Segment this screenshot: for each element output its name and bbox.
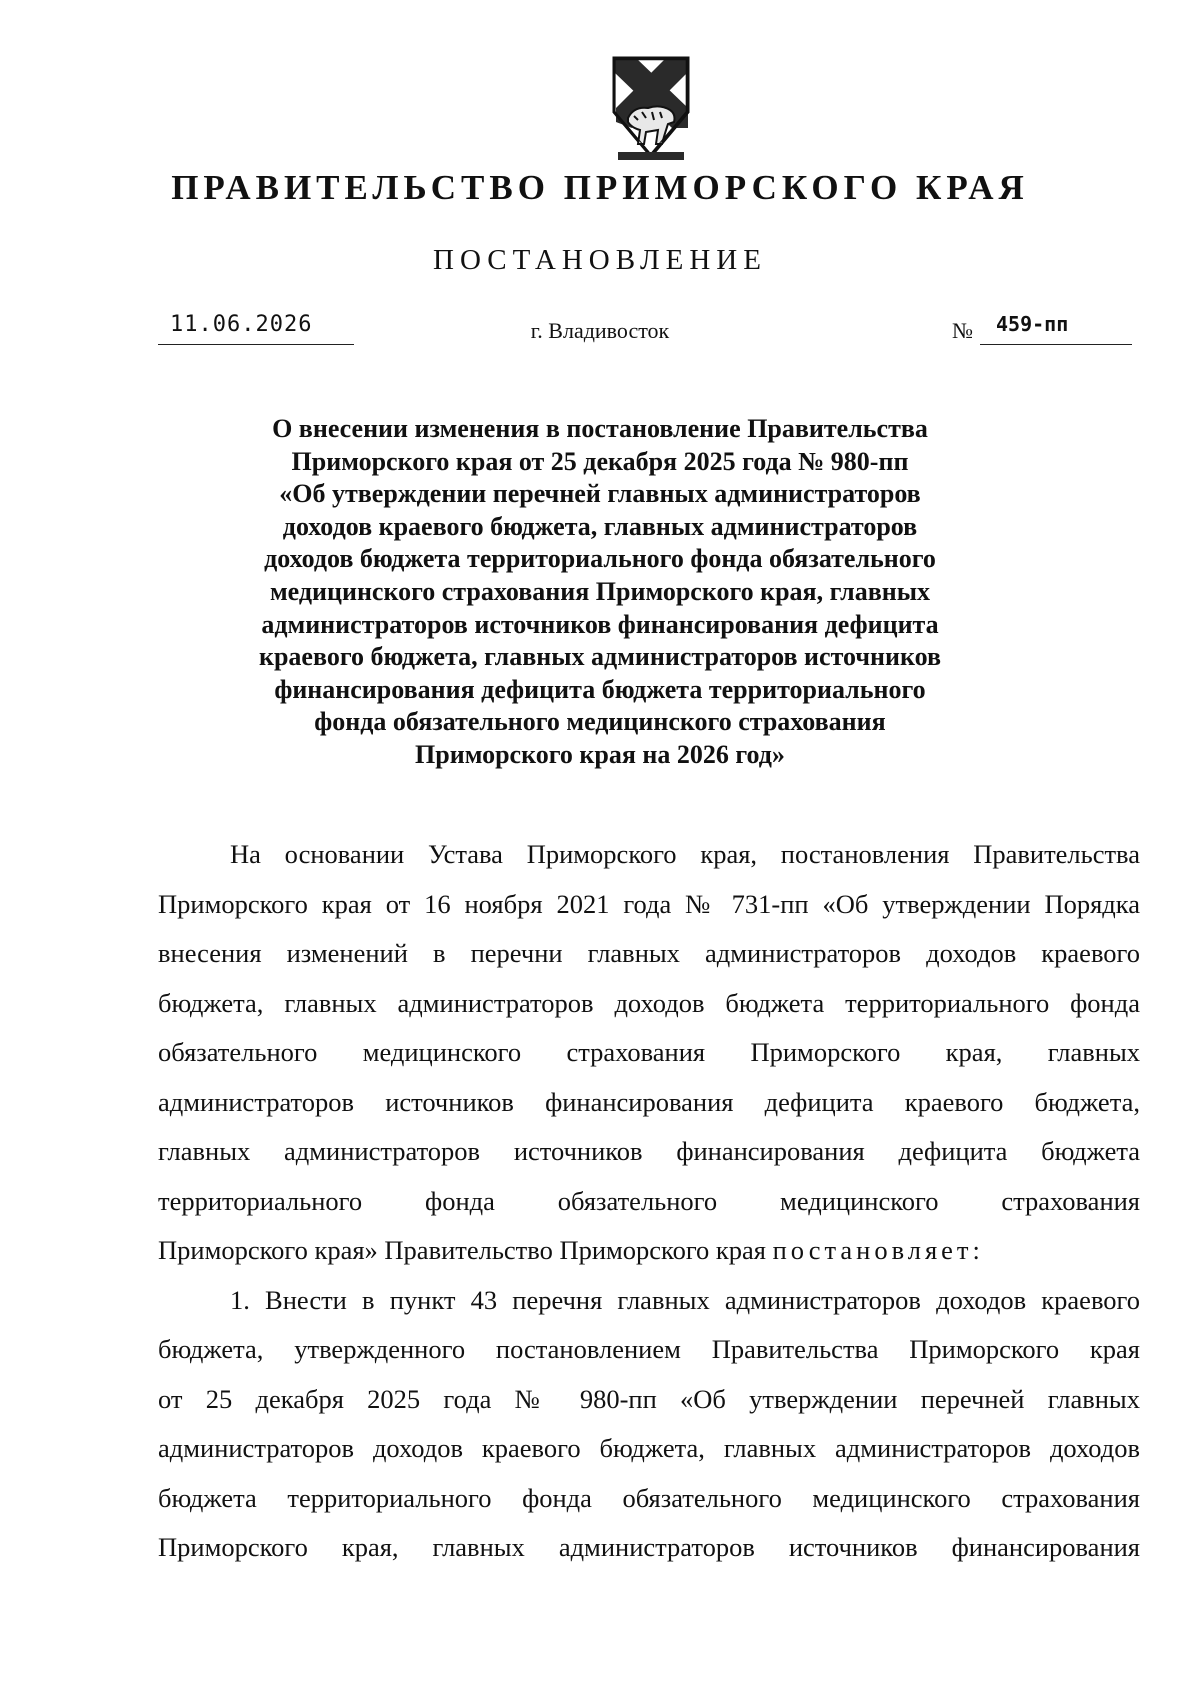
body-line: На основании Устава Приморского края, постановления Правительства <box>230 839 1140 869</box>
body-line: обязательного медицинского страхования Приморского края, главных <box>158 1037 1140 1067</box>
body-line: территориального фонда обязательного медицинского страхования <box>158 1185 1140 1216</box>
city: г. Владивосток <box>530 318 670 343</box>
number-label: № <box>952 318 973 343</box>
heading-line: администраторов источников финансирования дефицита <box>261 609 939 639</box>
body-line: бюджета территориального фонда обязательного медицинского страхования <box>158 1482 1140 1513</box>
heading-line: медицинского страхования Приморского края, главных <box>269 576 931 606</box>
body-line-last <box>158 1235 1140 1285</box>
body-line: администраторов доходов краевого бюджета, главных администраторов доходов <box>158 1433 1140 1463</box>
number-value: 459-пп <box>996 312 1069 336</box>
preamble-last-text: Приморского края» Правительство Приморского края <box>158 1235 766 1265</box>
heading-line: «Об утверждении перечней главных администраторов <box>279 479 921 509</box>
government-title: ПРАВИТЕЛЬСТВО ПРИМОРСКОГО КРАЯ <box>171 168 1029 207</box>
heading-line: Приморского края от 25 декабря 2025 года № 980-пп <box>291 446 909 476</box>
body-line: главных администраторов источников финансирования дефицита бюджета <box>158 1136 1140 1166</box>
body-line: внесения изменений в перечни главных администраторов доходов краевого <box>158 938 1140 968</box>
coat-of-arms-emblem <box>592 52 700 164</box>
heading-line: доходов бюджета территориального фонда обязательного <box>264 544 936 574</box>
body-line: от 25 декабря 2025 года № 980-пп «Об утверждении перечней главных <box>158 1383 1140 1414</box>
body-line: Приморского края от 16 ноября 2021 года № 731-пп «Об утверждении Порядка <box>158 888 1140 919</box>
decree-word: постановляет: <box>772 1235 984 1265</box>
heading-line: финансирования дефицита бюджета территориального <box>274 674 926 704</box>
heading-line: фонда обязательного медицинского страхования <box>314 707 886 737</box>
date-value: 11.06.2026 <box>170 312 313 337</box>
body-line: бюджета, главных администраторов доходов бюджета территориального фонда <box>158 987 1140 1018</box>
number-field <box>980 312 1132 345</box>
body-line: администраторов источников финансирования дефицита краевого бюджета, <box>158 1086 1140 1117</box>
body-line: бюджета, утвержденного постановлением Правительства Приморского края <box>158 1334 1140 1364</box>
document-heading <box>0 413 1200 772</box>
heading-line: О внесении изменения в постановление Правительства <box>272 414 928 443</box>
document-body <box>158 839 1140 1582</box>
heading-line: краевого бюджета, главных администраторов источников <box>258 642 941 672</box>
document-type: ПОСТАНОВЛЕНИЕ <box>433 244 767 276</box>
body-line: 1. Внести в пункт 43 перечня главных администраторов доходов краевого <box>230 1284 1140 1315</box>
body-line: Приморского края, главных администраторов источников финансирования <box>158 1532 1140 1562</box>
heading-line: доходов краевого бюджета, главных администраторов <box>282 511 918 541</box>
heading-line: Приморского края на 2026 год» <box>415 739 785 769</box>
